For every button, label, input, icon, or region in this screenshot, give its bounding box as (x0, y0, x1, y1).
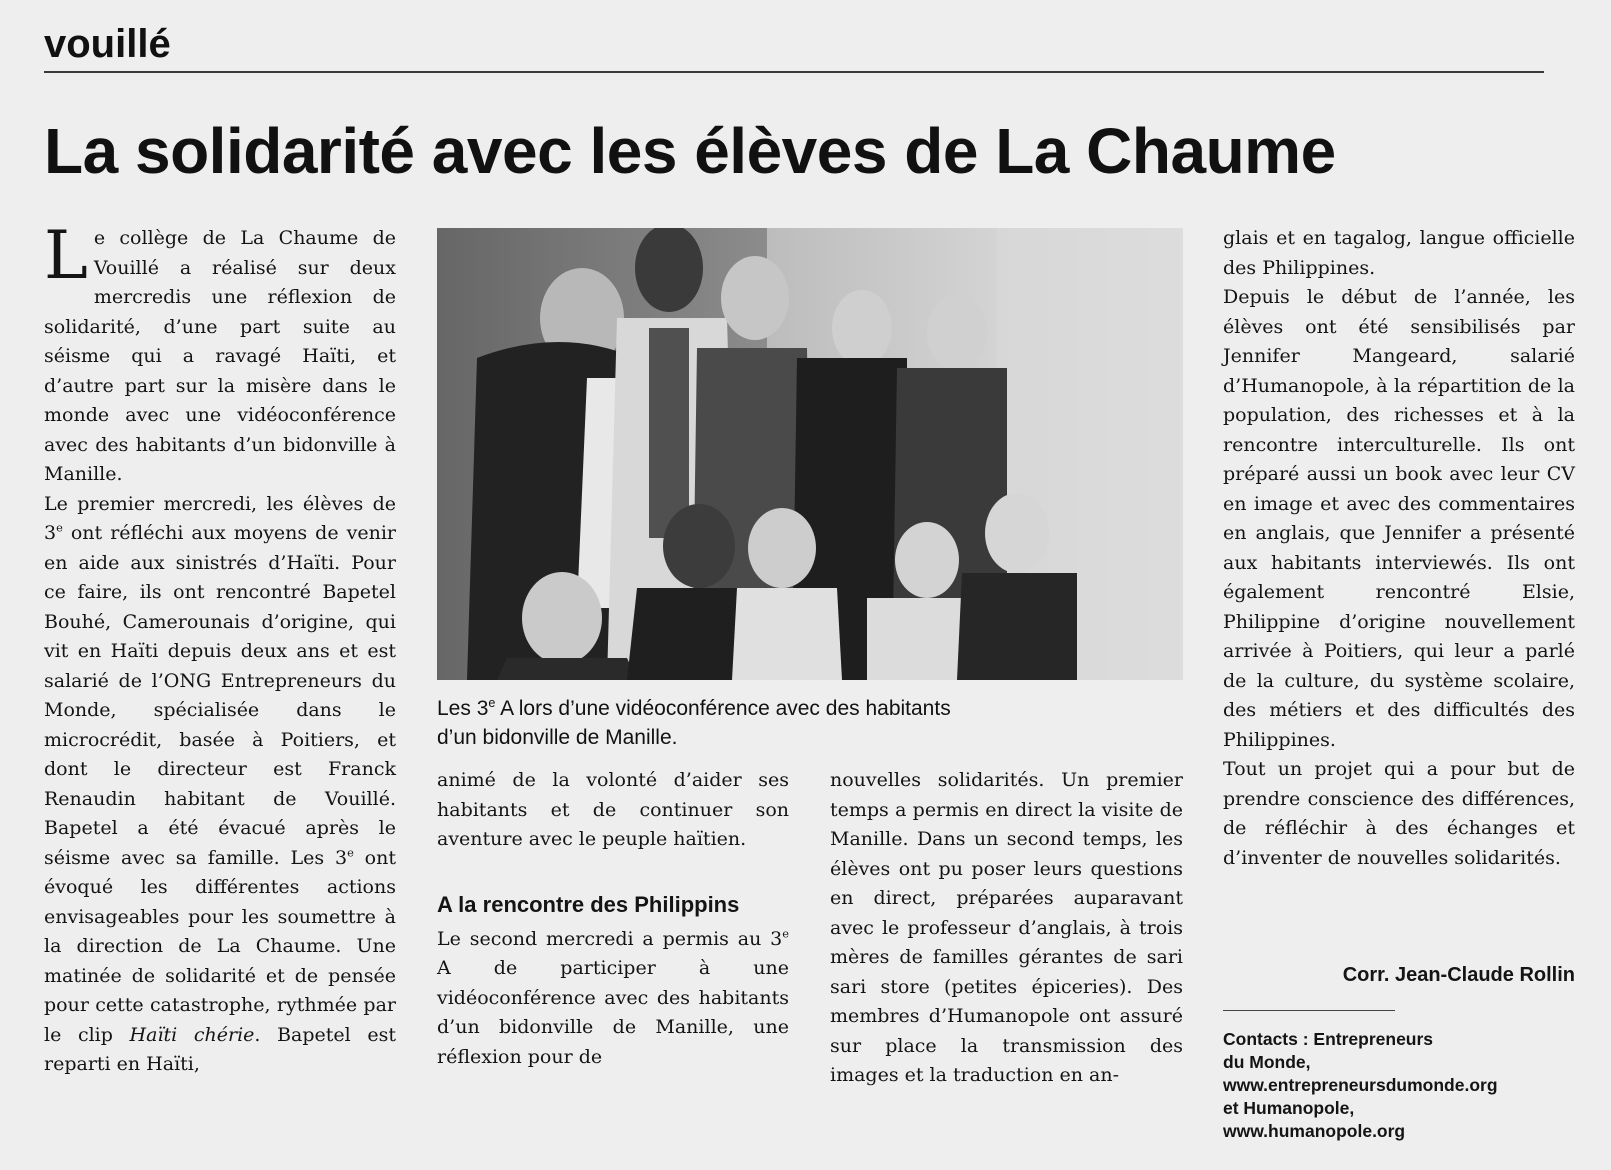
byline: Corr. Jean-Claude Rollin (1342, 964, 1575, 986)
paragraph-manille-visit: nouvelles solidarités. Un premier temps a permis en direct la visite de Manille. Dans un second temps, les élèves ont pu poser leurs questions en direct, préparées auparavant avec le professeur d’anglais, à trois mères de familles gérantes de sari sari store (petites épiceries). Des membres d’Humanopole ont assuré sur place la transmission des images et la traduction en an- (830, 769, 1183, 1086)
paragraph-second-wednesday: Le second mercredi a permis au 3e A de participer à une vidéoconférence avec des habitants d’un bidonville de Manille, une réflexion pour de (437, 926, 789, 1068)
contacts-label: Contacts : Entrepreneurs (1223, 1029, 1434, 1049)
students-group-photo (437, 228, 1183, 680)
article-column-2 (437, 766, 789, 1072)
article-column-3 (830, 766, 1183, 1091)
article-photo (437, 228, 1183, 680)
headline: La solidarité avec les élèves de La Chaume (44, 115, 1336, 187)
caption-line-1: Les 3e A lors d’une vidéoconférence avec des habitants (437, 696, 951, 720)
article-column-1 (44, 217, 396, 1080)
paragraph-conclusion: Tout un projet qui a pour but de prendre conscience des différences, de réfléchir à des échanges et d’inventer de nouvelles solidarités. (1223, 758, 1575, 869)
contacts-link-1[interactable]: www.entrepreneursdumonde.org (1223, 1075, 1498, 1095)
contacts-org-2: et Humanopole, (1223, 1098, 1355, 1118)
drop-cap: L (44, 217, 88, 294)
photo-caption (437, 694, 1183, 752)
contacts-link-2[interactable]: www.humanopole.org (1223, 1121, 1406, 1141)
show-through-text (260, 50, 269, 89)
section-rule (44, 71, 1544, 73)
subheading-philippins: A la rencontre des Philippins (437, 891, 740, 917)
contacts-box (1223, 1028, 1593, 1143)
paragraph-first-wednesday: Le premier mercredi, les élèves de 3e ont réfléchi aux moyens de venir en aide aux sinistrés d’Haïti. Pour ce faire, ils ont rencontré Bapetel Bouhé, Camerounais d’origine, qui vit en Haïti depuis deux ans et est salarié de l’ONG Entrepreneurs du Monde, spécialisée dans le microcrédit, basée à Poitiers, et dont le directeur est Franck Renaudin habitant de Vouillé. Bapetel a été évacué après le séisme avec sa famille. Les 3e ont évoqué les différentes actions envisageables pour les soumettre à la direction de La Chaume. Une matinée de solidarité et de pensée pour cette catastrophe, rythmée par le clip Haïti chérie. Bapetel est reparti en Haïti, (44, 492, 396, 1075)
article-column-4 (1223, 224, 1575, 873)
contacts-org-1: du Monde, (1223, 1052, 1311, 1072)
intro-paragraph (44, 217, 396, 490)
paragraph-humanopole: Depuis le début de l’année, les élèves ont été sensibilisés par Jennifer Mangeard, salarié d’Humanopole, à la répartition de la population, des richesses et à la rencontre interculturelle. Ils ont préparé aussi un book avec leur CV en image et avec des commentaires en anglais, que Jennifer a présenté aux habitants interviewés. Ils ont également rencontré Elsie, Philippine d’origine nouvellement arrivée à Poitiers, qui leur a parlé de la culture, du système scolaire, des métiers et des difficultés des Philippines. (1223, 286, 1575, 751)
section-name: vouillé (44, 22, 171, 66)
caption-line-2: d’un bidonville de Manille. (437, 726, 678, 749)
contacts-rule (1223, 1010, 1395, 1011)
paragraph-haiti-continued: animé de la volonté d’aider ses habitants et de continuer son aventure avec le peuple haïtien. (437, 769, 789, 850)
intro-text: e collège de La Chaume de Vouillé a réalisé sur deux mercredis une réflexion de solidarité, d’une part suite au séisme qui a ravagé Haïti, et d’autre part sur la misère dans le monde avec une vidéoconférence avec des habitants d’un bidonville à Manille. (44, 227, 396, 485)
paragraph-tagalog: glais et en tagalog, langue officielle des Philippines. (1223, 227, 1575, 279)
